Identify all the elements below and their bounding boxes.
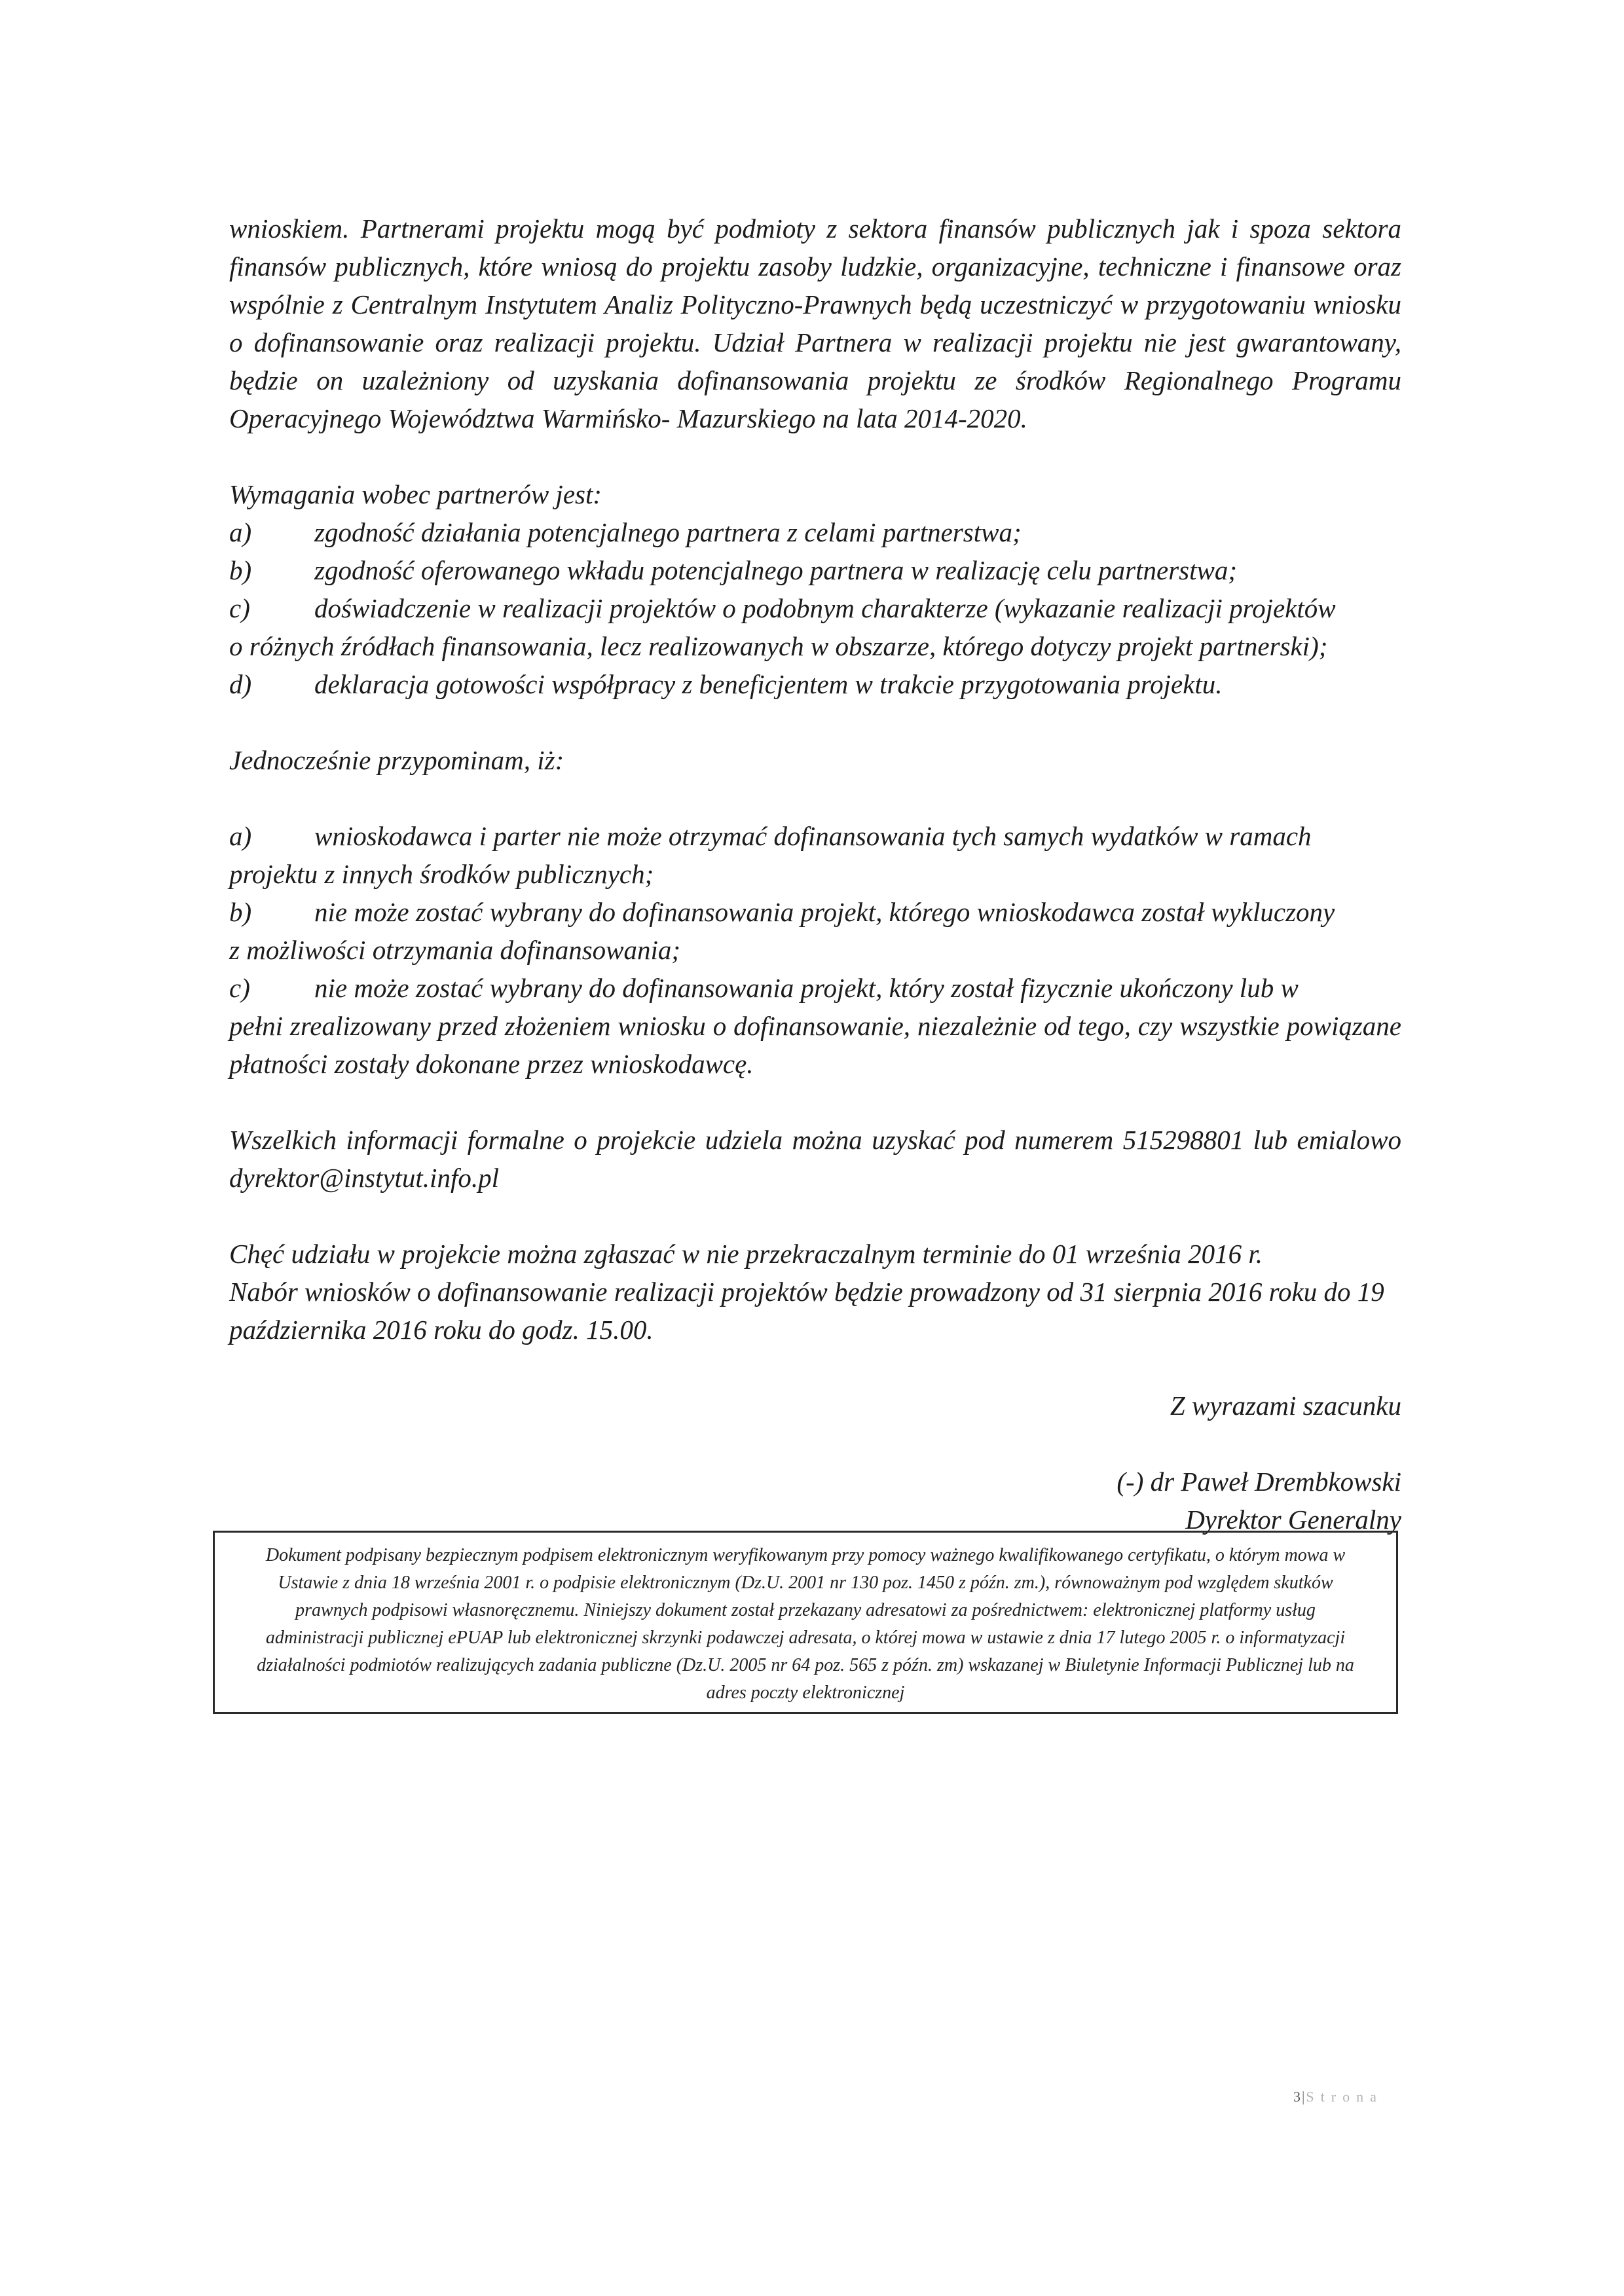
spacer	[229, 1349, 1401, 1387]
list-marker: c)	[229, 973, 250, 1003]
list-item-text: nie może zostać wybrany do dofinansowania projekt, który został fizycznie ukończony lub w	[314, 973, 1299, 1003]
list-item-continuation: z możliwości otrzymania dofinansowania;	[229, 935, 681, 965]
requirements-heading: Wymagania wobec partnerów jest:	[229, 479, 602, 509]
list-item	[229, 893, 1401, 969]
list-item-text: zgodność działania potencjalnego partnera z celami partnerstwa;	[314, 517, 1022, 547]
spacer	[229, 703, 1401, 741]
reminder-heading: Jednocześnie przypominam, iż:	[229, 745, 564, 775]
list-item-text: zgodność oferowanego wkładu potencjalnego partnera w realizację celu partnerstwa;	[314, 555, 1238, 585]
list-item	[229, 551, 1401, 589]
list-marker: a)	[229, 517, 252, 547]
recruitment-period: Nabór wniosków o dofinansowanie realizacji projektów będzie prowadzony od 31 sierpnia 2016 roku do 19 października 2016 roku do godz. 15.00.	[229, 1277, 1384, 1345]
list-item-text: doświadczenie w realizacji projektów o podobnym charakterze (wykazanie realizacji projektów	[314, 593, 1336, 623]
requirements-list	[229, 513, 1401, 703]
contact-paragraph: Wszelkich informacji formalne o projekcie udziela można uzyskać pod numerem 515298801 lub emialowo dyrektor@instytut.info.pl	[229, 1125, 1401, 1193]
list-item-continuation: projektu z innych środków publicznych;	[229, 859, 654, 889]
letter-body	[229, 210, 1401, 1539]
list-item-text: deklaracja gotowości współpracy z beneficjentem w trakcie przygotowania projektu.	[314, 669, 1223, 699]
page-number	[1293, 2088, 1383, 2105]
page-number-label: Strona	[1306, 2088, 1383, 2105]
list-item-continuation: o różnych źródłach finansowania, lecz realizowanych w obszarze, którego dotyczy projekt partnerski);	[229, 631, 1328, 661]
notice-text: Dokument podpisany bezpiecznym podpisem elektronicznym weryfikowanym przy pomocy ważnego kwalifikowanego certyfikatu, o którym mowa w Ustawie z dnia 18 września 2001 r. o podpisie elektronicznym (Dz.U. 2001 nr 130 poz. 1450 z późn. zm.), równoważnym pod względem skutków prawnych podpisowi własnoręcznemu. Niniejszy dokument został przekazany adresatowi za pośrednictwem: elektronicznej platformy usług administracji publicznej ePUAP lub elektronicznej skrzynki podawczej adresata, o której mowa w ustawie z dnia 17 lutego 2005 r. o informatyzacji działalności podmiotów realizujących zadania publiczne (Dz.U. 2005 nr 64 poz. 565 z późn. zm) wskazanej w Biuletynie Informacji Publicznej lub na adres poczty elektronicznej	[257, 1545, 1354, 1703]
list-marker: b)	[229, 555, 252, 585]
list-item-continuation: pełni zrealizowany przed złożeniem wniosku o dofinansowanie, niezależnie od tego, czy wszystkie powiązane płatności zostały dokonane przez wnioskodawcę.	[229, 1011, 1401, 1079]
list-item-text: wnioskodawca i parter nie może otrzymać dofinansowania tych samych wydatków w ramach	[314, 821, 1312, 851]
list-item	[229, 513, 1401, 551]
page-number-separator: |	[1302, 2088, 1306, 2105]
spacer	[229, 1083, 1401, 1121]
list-item	[229, 969, 1401, 1083]
deadline-line: Chęć udziału w projekcie można zgłaszać w nie przekraczalnym terminie do 01 września 2016 r.	[229, 1239, 1263, 1269]
list-marker: a)	[229, 821, 252, 851]
electronic-signature-notice	[213, 1531, 1398, 1714]
reminder-list	[229, 817, 1401, 1083]
list-item-text: nie może zostać wybrany do dofinansowania projekt, którego wnioskodawca został wykluczony	[314, 897, 1335, 927]
signatory-name: (-) dr Paweł Drembkowski	[1116, 1467, 1401, 1497]
list-item	[229, 589, 1401, 665]
list-marker: b)	[229, 897, 252, 927]
list-item	[229, 665, 1401, 703]
page-number-value: 3	[1293, 2088, 1302, 2105]
spacer	[229, 1197, 1401, 1235]
signatory-title: Dyrektor Generalny	[1185, 1504, 1401, 1535]
list-marker: c)	[229, 593, 250, 623]
list-marker: d)	[229, 669, 252, 699]
spacer	[229, 437, 1401, 475]
list-item	[229, 817, 1401, 893]
spacer	[229, 779, 1401, 817]
spacer	[229, 1425, 1401, 1463]
intro-paragraph: wnioskiem. Partnerami projektu mogą być podmioty z sektora finansów publicznych jak i spoza sektora finansów publicznych, które wniosą do projektu zasoby ludzkie, organizacyjne, techniczne i finansowe oraz wspólnie z Centralnym Instytutem Analiz Polityczno-Prawnych będą uczestniczyć w przygotowaniu wniosku o dofinansowanie oraz realizacji projektu. Udział Partnera w realizacji projektu nie jest gwarantowany, będzie on uzależniony od uzyskania dofinansowania projektu ze środków Regionalnego Programu Operacyjnego Województwa Warmińsko- Mazurskiego na lata 2014-2020.	[229, 213, 1401, 433]
closing-phrase: Z wyrazami szacunku	[1170, 1391, 1401, 1421]
